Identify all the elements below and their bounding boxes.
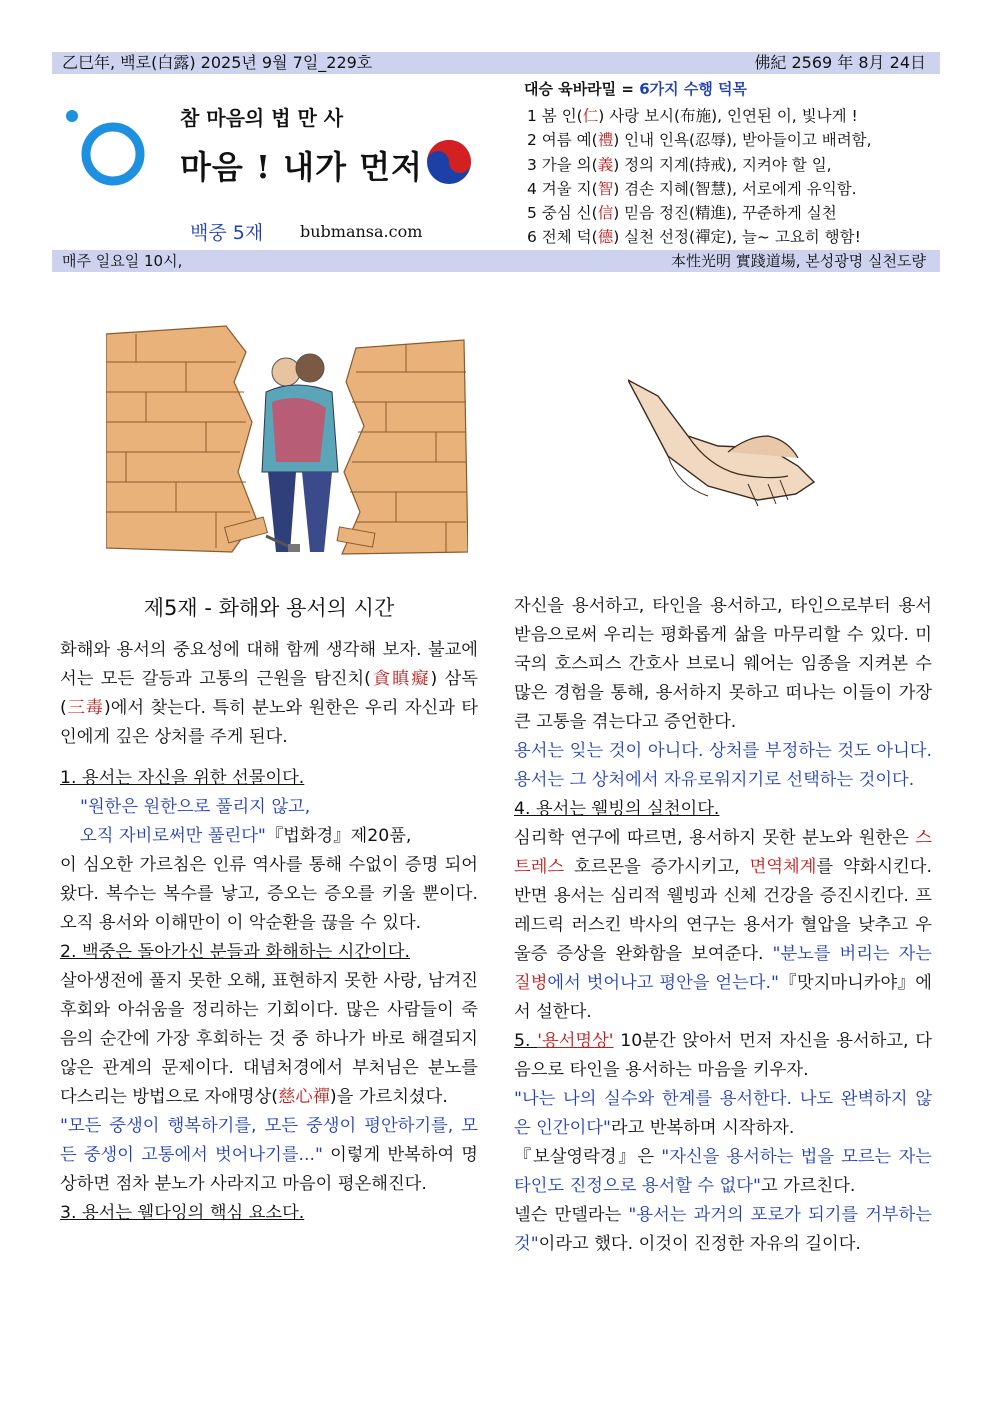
right-paragraph-2: 용서는 잊는 것이 아니다. 상처를 부정하는 것도 아니다. 용서는 그 상처에서 자유로워지기로 선택하는 것이다. xyxy=(514,741,932,790)
section-1-body: 이 심오한 가르침은 인류 역사를 통해 수없이 증명 되어 왔다. 복수는 복수를 낳고, 증오는 증오를 키울 뿐이다. 오직 용서와 이해만이 이 악순환을 끊을 수 있다. xyxy=(60,855,478,933)
issue-label: 백중 5재 xyxy=(190,222,264,244)
motto-text: 本性光明 實踐道場, 본성광명 실천도량 xyxy=(671,252,926,270)
bosal-paragraph: 『보살영락경』은 "자신을 용서하는 법을 모르는 자는 타인도 진정으로 용서할 수 없다"고 가르친다. xyxy=(514,1147,933,1196)
list-item: 2 여름 예(禮) 인내 인욕(忍辱), 받아들이고 배려함, xyxy=(527,131,872,150)
top-date-bar xyxy=(52,52,940,74)
circle-logo-icon xyxy=(64,106,154,196)
article-title: 제5재 - 화해와 용서의 시간 xyxy=(143,596,395,620)
schedule-bar xyxy=(52,250,940,272)
section-1-quote-2: 오직 자비로써만 풀린다"『법화경』제20품, xyxy=(80,826,412,846)
right-paragraph-1: 자신을 용서하고, 타인을 용서하고, 타인으로부터 용서받음으로써 우리는 평화롭게 삶을 마무리할 수 있다. 미국의 호스피스 간호사 브로니 웨어는 임종을 지켜본 수많은 경험을 통해, 용서하지 못하고 떠나는 이들이 가장 큰 고통을 겪는다고 증언한다. xyxy=(514,596,932,732)
list-item: 1 봄 인(仁) 사랑 보시(布施), 인연된 이, 빛나게 ! xyxy=(527,107,858,125)
section-2-quote: "모든 중생이 행복하기를, 모든 중생이 평안하기를, 모든 중생이 고통에서 벗어나기를..." 이렇게 반복하여 명상하면 점차 분노가 사라지고 마음이 평온해진다. xyxy=(60,1116,478,1194)
masthead-subtitle: 참 마음의 법 만 사 xyxy=(180,106,344,130)
schedule-text: 매주 일요일 10시, xyxy=(62,252,183,270)
section-1-quote-1: "원한은 원한으로 풀리지 않고, xyxy=(80,797,311,817)
section-2-heading: 2. 백중은 돌아가신 분들과 화해하는 시간이다. xyxy=(60,942,410,962)
section-1-heading: 1. 용서는 자신을 위한 선물이다. xyxy=(60,768,305,788)
taegeuk-icon xyxy=(425,138,473,186)
list-item: 6 전체 덕(德) 실천 선정(禪定), 늘~ 고요히 행함! xyxy=(527,228,861,247)
date-lunar: 乙巳年, 백로(白露) 2025년 9월 7일_229호 xyxy=(62,53,373,72)
paramita-heading: 대승 육바라밀 = 6가지 수행 덕목 xyxy=(524,80,748,98)
website-link[interactable]: bubmansa.com xyxy=(300,222,423,241)
section-4-heading: 4. 용서는 웰빙의 실천이다. xyxy=(514,799,720,819)
masthead-title: 마음 ! 내가 먼저 xyxy=(180,148,423,186)
date-buddhist: 佛紀 2569 年 8月 24日 xyxy=(754,53,926,72)
article-left-column xyxy=(60,592,478,1228)
embracing-couple-illustration xyxy=(106,322,468,560)
section-2-body: 살아생전에 풀지 못한 오해, 표현하지 못한 사랑, 남겨진 후회와 아쉬움을 정리하는 기회이다. 많은 사람들이 죽음의 순간에 가장 후회하는 것 중 하나가 바로 해결되지 않은 관계의 문제이다. 대념처경에서 부처님은 분노를 다스리는 방법으로 자애명상(慈心禪)을 가르치셨다. xyxy=(60,971,478,1107)
list-item: 5 중심 신(信) 믿음 정진(精進), 꾸준하게 실천 xyxy=(527,204,837,223)
section-5-body: 5. '용서명상' 10분간 앉아서 먼저 자신을 용서하고, 다음으로 타인을 용서하는 마음을 키우자. xyxy=(514,1031,932,1080)
paramita-list xyxy=(527,104,872,250)
list-item: 4 겨울 지(智) 겸손 지혜(智慧), 서로에게 유익함. xyxy=(527,179,857,198)
section-4-body: 심리학 연구에 따르면, 용서하지 못한 분노와 원한은 스트레스 호르몬을 증가시키고, 면역체계를 약화시킨다. 반면 용서는 심리적 웰빙과 신체 건강을 증진시킨다. 프레드릭 러스킨 박사의 연구는 용서가 혈압을 낮추고 우울증 증상을 완화함을 보여준다. "분노를 버리는 자는 질병에서 벗어나고 평안을 얻는다."『맛지마니카야』에서 설한다. xyxy=(514,828,933,1022)
intro-paragraph: 화해와 용서의 중요성에 대해 함께 생각해 보자. 불교에서는 모든 갈등과 고통의 근원을 탐진치(貪瞋癡) 삼독(三毒)에서 찾는다. 특히 분노와 원한은 우리 자신과 타인에게 깊은 상처를 주게 된다. xyxy=(60,640,478,747)
section-3-heading: 3. 용서는 웰다잉의 핵심 요소다. xyxy=(60,1203,305,1223)
section-5-quote: "나는 나의 실수와 한계를 용서한다. 나도 완벽하지 않은 인간이다"라고 반복하며 시작하자. xyxy=(514,1089,932,1138)
handshake-illustration xyxy=(628,376,824,516)
article-right-column xyxy=(514,592,932,1259)
mandela-paragraph: 넬슨 만델라는 "용서는 과거의 포로가 되기를 거부하는 것"이라고 했다. 이것이 진정한 자유의 길이다. xyxy=(514,1205,932,1254)
list-item: 3 가을 의(義) 정의 지계(持戒), 지켜야 할 일, xyxy=(527,155,832,174)
